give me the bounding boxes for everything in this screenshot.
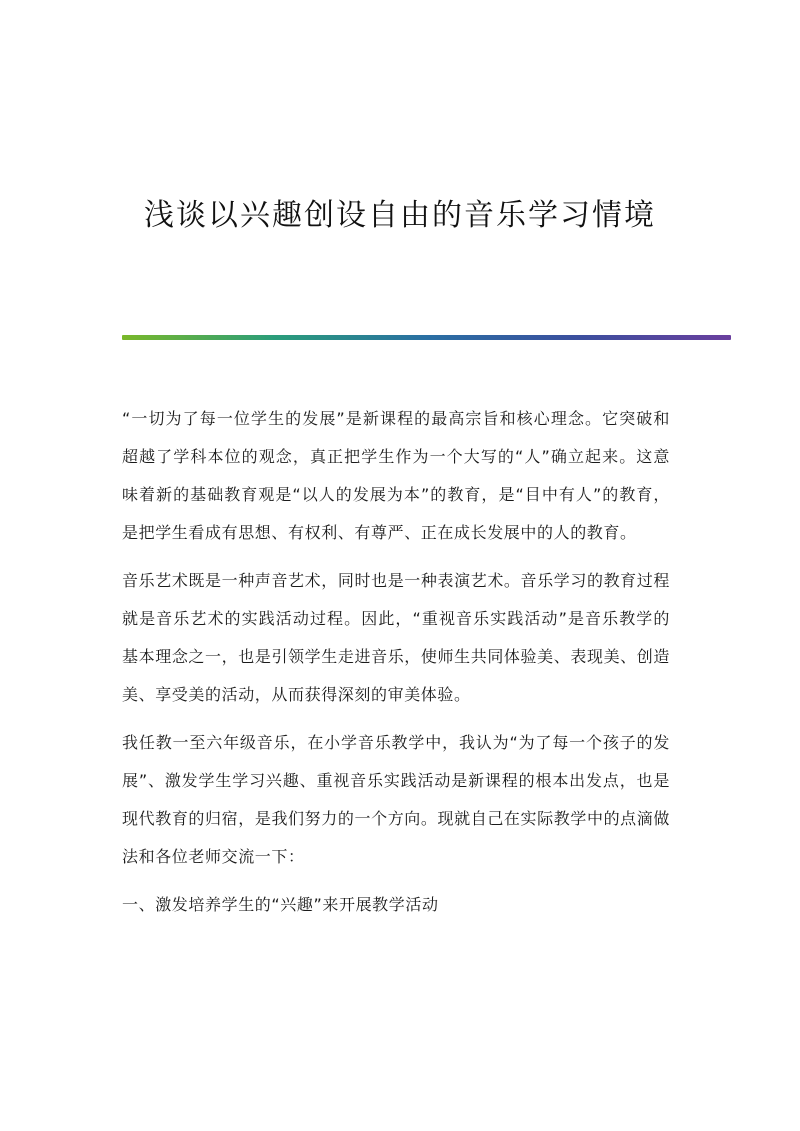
- paragraph-2: 音乐艺术既是一种声音艺术，同时也是一种表演艺术。音乐学习的教育过程就是音乐艺术的实践活动过程。因此，“重视音乐实践活动”是音乐教学的基本理念之一，也是引领学生走进音乐，使师生共同体验美、表现美、创造美、享受美的活动，从而获得深刻的审美体验。: [122, 571, 670, 704]
- paragraph-3: 我任教一至六年级音乐，在小学音乐教学中，我认为“为了每一个孩子的发展”、激发学生学习兴趣、重视音乐实践活动是新课程的根本出发点，也是现代教育的归宿，是我们努力的一个方向。现就自己在实际教学中的点滴做法和各位老师交流一下：: [122, 733, 670, 866]
- document-body: [122, 400, 670, 924]
- paragraph-1: “一切为了每一位学生的发展”是新课程的最高宗旨和核心理念。它突破和超越了学科本位的观念，真正把学生作为一个大写的“人”确立起来。这意味着新的基础教育观是“以人的发展为本”的教育，是“目中有人”的教育，是把学生看成有思想、有权利、有尊严、正在成长发展中的人的教育。: [122, 409, 670, 542]
- section-heading: 一、激发培养学生的“兴趣”来开展教学活动: [122, 895, 439, 914]
- title-divider: [122, 335, 731, 340]
- document-title: 浅谈以兴趣创设自由的音乐学习情境: [144, 198, 656, 233]
